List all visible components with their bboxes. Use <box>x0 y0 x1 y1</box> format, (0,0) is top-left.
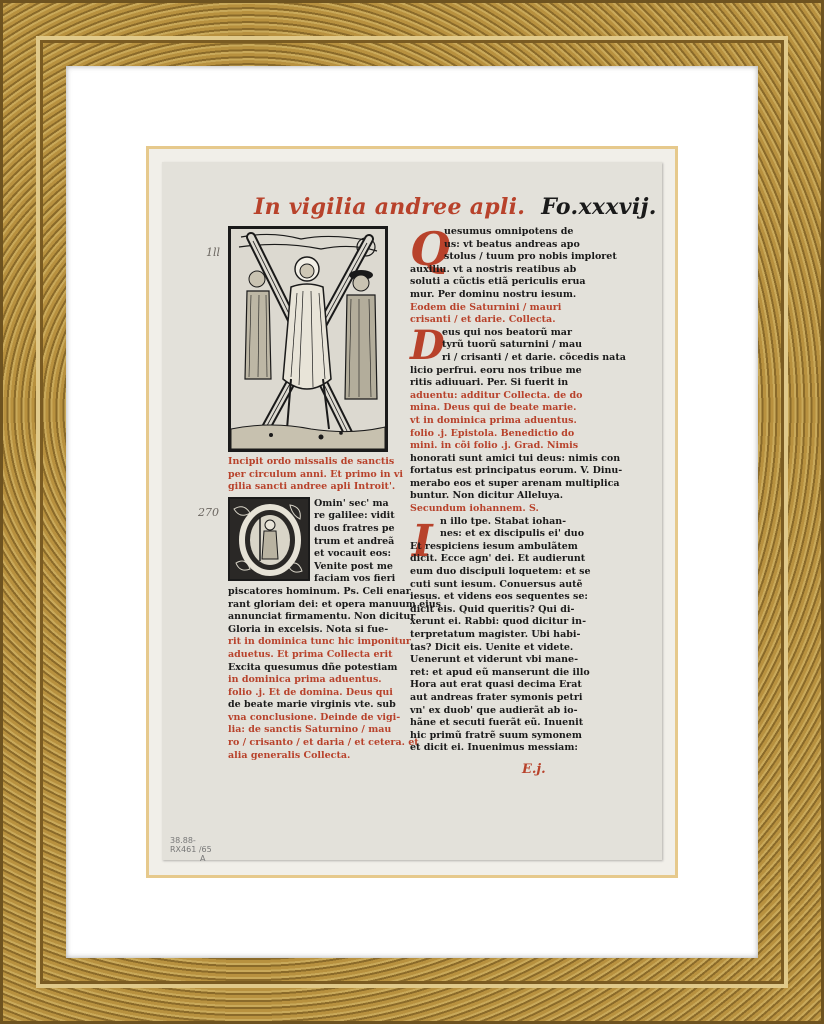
text-line: vna conclusione. Deinde de vigi- <box>228 711 401 723</box>
saint-andrew-woodcut-icon <box>231 229 385 449</box>
text-line: aduentu: additur Collecta. de do <box>410 389 583 401</box>
text-line: hãne et secuti fuerãt eũ. Inuenit <box>410 717 584 729</box>
text-line: dicit eis. Quid queritis? Qui di- <box>410 603 575 615</box>
text-line: rit in dominica tunc hic imponitur <box>228 636 411 648</box>
text-line: in dominica prima aduentus. <box>228 674 382 686</box>
collect-epistle-block <box>410 322 626 516</box>
text-line: mini. in cõi folio .j. Grad. Nimis <box>410 440 579 452</box>
introit-line: et vocauit eos: <box>314 548 391 560</box>
text-line: us: vt beatus andreas apo <box>444 238 580 250</box>
left-body-text <box>228 585 442 762</box>
text-line: tyrũ tuorũ saturnini / mau <box>442 339 583 351</box>
text-line: tas? Dicit eis. Uenite et videte. <box>410 641 574 653</box>
introit-line: faciam vos fieri <box>314 573 396 585</box>
text-line: vn' ex duob' que audierãt ab io- <box>410 704 578 716</box>
introit-line: Omin' sec' ma <box>314 497 389 509</box>
initial-q: Q <box>410 222 451 276</box>
text-line: hic primũ fratrẽ suum symonem <box>410 729 582 741</box>
text-line: aut andreas frater symonis petri <box>410 691 583 703</box>
text-line: crisanti / et darie. Collecta. <box>410 314 556 326</box>
initial-i: I <box>412 516 433 567</box>
running-title: In vigilia andree apli. <box>254 194 526 220</box>
text-line: soluti a cũctis etiã periculis erua <box>410 276 586 288</box>
right-text-column <box>410 222 626 755</box>
initial-d: D <box>410 322 445 369</box>
text-line: et dicit ei. Inuenimus messiam: <box>410 742 578 754</box>
text-line: Eodem die Saturnini / mauri <box>410 301 562 313</box>
introit-line: trum et andreã <box>314 535 395 547</box>
introit-line: re galilee: vidit <box>314 510 395 522</box>
text-line: eum duo discipuli loquetem: et se <box>410 566 591 578</box>
gospel-block <box>410 515 591 755</box>
text-line: de beate marie virginis vte. sub <box>228 699 396 711</box>
text-line: nes: et ex discipulis ei' duo <box>440 528 585 540</box>
text-line: mur. Per dominu nostru iesum. <box>410 288 577 300</box>
historiated-initial-icon <box>230 499 308 579</box>
text-line: Hora aut erat quasi decima Erat <box>410 679 582 691</box>
margin-note-top: 1ll <box>206 246 221 259</box>
text-line: ri / crisanti / et darie. cõcedis nata <box>442 351 626 363</box>
text-line: Gloria in excelsis. Nota si fue- <box>228 623 389 635</box>
text-line: honorati sunt amici tui deus: nimis con <box>410 452 621 464</box>
text-line: alia generalis Collecta. <box>228 749 351 761</box>
text-line: vt in dominica prima aduentus. <box>410 414 577 426</box>
rubric-line: per circulum anni. Et primo in vi <box>228 468 403 480</box>
text-line: annunciat firmamentu. Non dicitur <box>228 611 416 623</box>
signature-mark <box>522 762 546 777</box>
text-line: mina. Deus qui de beate marie. <box>410 402 577 414</box>
signature-text: E.j. <box>522 762 546 777</box>
rubric-line: Incipit ordo missalis de sanctis <box>228 456 395 467</box>
text-line: dicit. Ecce agn' dei. Et audierunt <box>410 553 586 565</box>
pencil-line: 38.88- <box>170 836 196 845</box>
collect-block <box>410 222 617 327</box>
text-line: lia: de sanctis Saturnino / mau <box>228 724 392 736</box>
text-line: Excita quesumus dñe potestiam <box>228 661 398 673</box>
text-line: buntur. Non dicitur Alleluya. <box>410 490 564 502</box>
text-line: xerunt ei. Rabbi: quod dicitur in- <box>410 616 587 628</box>
introit-line: duos fratres pe <box>314 522 395 534</box>
text-line: merabo eos et super arenam multiplica <box>410 477 620 489</box>
text-line: folio .j. Et de domina. Deus qui <box>228 686 393 698</box>
margin-note-middle: 270 <box>198 506 219 519</box>
text-line: folio .j. Epistola. Benedictio do <box>410 427 575 439</box>
text-line: aduetus. Et prima Collecta erit <box>228 648 393 660</box>
pencil-annotation <box>170 836 212 863</box>
text-line: stolus / tuum pro nobis imploret <box>444 251 617 263</box>
decorated-initial-o <box>228 497 310 581</box>
text-line: ret: et apud eũ manserunt die illo <box>410 666 590 678</box>
introit-line: Venite post me <box>314 560 393 572</box>
text-line: Uenerunt et viderunt vbi mane- <box>410 654 579 666</box>
text-line: uesumus omnipotens de <box>444 226 574 237</box>
pencil-line: RX461 /65 <box>170 845 212 854</box>
text-line: eus qui nos beatorũ mar <box>442 326 572 338</box>
text-line: iesus. et videns eos sequentes se: <box>410 591 588 603</box>
text-line: cuti sunt iesum. Conuersus autẽ <box>410 578 583 590</box>
pencil-line: A <box>200 854 206 863</box>
rubric-line: gilia sancti andree apli Introit'. <box>228 481 396 493</box>
folio-number: Fo.xxxvij. <box>541 194 657 220</box>
text-line: rant gloriam dei: et opera manuum eius <box>228 598 442 610</box>
text-line: ritis adiuuari. Per. Si fuerit in <box>410 377 569 389</box>
text-line: terpretatum magister. Ubi habi- <box>410 629 581 640</box>
text-line: auxiliu. vt a nostris reatibus ab <box>410 263 577 275</box>
text-line: Et respiciens iesum ambulãtem <box>410 540 578 552</box>
text-line: ro / crisanto / et daria / et cetera. et <box>228 737 419 749</box>
text-line: fortatus est principatus eorum. V. Dinu- <box>410 465 623 477</box>
running-header <box>254 194 657 220</box>
woodcut-illustration <box>228 226 388 452</box>
text-line: licio perfrui. eoru nos tribue me <box>410 364 582 376</box>
text-line: n illo tpe. Stabat iohan- <box>440 515 567 527</box>
text-line: Secundum iohannem. S. <box>410 503 539 515</box>
text-line: piscatores hominum. Ps. Celi enar <box>228 585 411 597</box>
